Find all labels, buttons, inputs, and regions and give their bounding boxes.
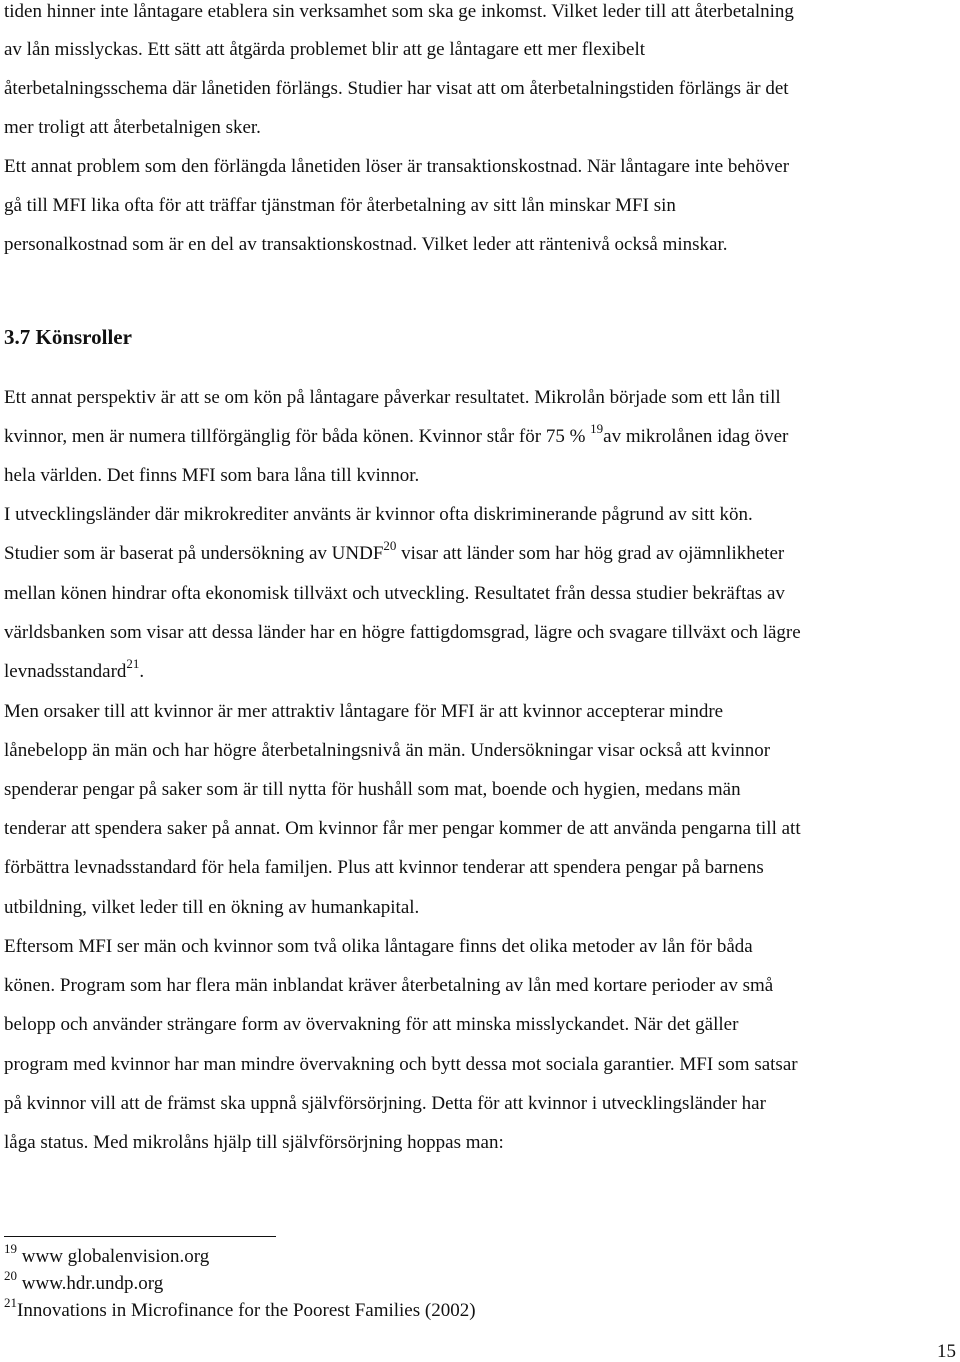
paragraph-line: mellan könen hindrar ofta ekonomisk tillväxt och utveckling. Resultatet från dessa studier bekräftas av bbox=[4, 583, 785, 604]
footnote-number: 19 bbox=[4, 1240, 17, 1256]
page-number: 15 bbox=[937, 1341, 956, 1362]
paragraph-line bbox=[4, 655, 145, 684]
paragraph-line: låga status. Med mikrolåns hjälp till självförsörjning hoppas man: bbox=[4, 1132, 504, 1153]
section-heading: 3.7 Könsroller bbox=[4, 325, 132, 349]
paragraph-line: Men orsaker till att kvinnor är mer attraktiv låntagare för MFI är att kvinnor accepterar mindre bbox=[4, 701, 724, 722]
footnote bbox=[4, 1294, 476, 1322]
line-text: av mikrolånen idag över bbox=[603, 426, 789, 447]
footnote-number: 20 bbox=[4, 1267, 17, 1283]
paragraph-line: av lån misslyckas. Ett sätt att åtgärda problemet blir att ge låntagare ett mer flexibelt bbox=[4, 39, 646, 60]
footnote-number: 21 bbox=[4, 1294, 17, 1310]
paragraph-line: könen. Program som har flera män inblandat kräver återbetalning av lån med kortare perioder av små bbox=[4, 975, 774, 996]
paragraph-line: personalkostnad som är en del av transaktionskostnad. Vilket leder att räntenivå också minskar. bbox=[4, 234, 728, 255]
paragraph-line: tiden hinner inte låntagare etablera sin verksamhet som ska ge inkomst. Vilket leder till att återbetalning bbox=[4, 1, 794, 22]
line-text: levnadsstandard bbox=[4, 661, 127, 682]
paragraph-line: mer troligt att återbetalnigen sker. bbox=[4, 117, 261, 138]
footnote bbox=[4, 1267, 164, 1295]
paragraph-line: förbättra levnadsstandard för hela familjen. Plus att kvinnor tenderar att spendera pengar på barnens bbox=[4, 857, 764, 878]
paragraph-line: Ett annat problem som den förlängda lånetiden löser är transaktionskostnad. När låntagare inte behöver bbox=[4, 156, 790, 177]
paragraph-line: på kvinnor vill att de främst ska uppnå självförsörjning. Detta för att kvinnor i utvecklingsländer har bbox=[4, 1093, 766, 1114]
paragraph-line: tenderar att spendera saker på annat. Om kvinnor får mer pengar kommer de att använda pengarna till att bbox=[4, 818, 801, 839]
paragraph-line: gå till MFI lika ofta för att träffar tjänstman för återbetalning av sitt lån minskar MFI sin bbox=[4, 195, 676, 216]
line-text: kvinnor, men är numera tillförgänglig för båda könen. Kvinnor står för 75 % bbox=[4, 426, 586, 447]
line-text: Studier som är baserat på undersökning av UNDF bbox=[4, 543, 384, 564]
footnote-text: www globalenvision.org bbox=[21, 1246, 210, 1267]
paragraph-line: återbetalningsschema där lånetiden förlängs. Studier har visat att om återbetalningstiden förlängs är det bbox=[4, 78, 789, 99]
footnote-divider bbox=[4, 1236, 276, 1237]
footnote bbox=[4, 1240, 210, 1268]
line-text: . bbox=[139, 661, 145, 682]
line-text: visar att länder som har hög grad av ojämnlikheter bbox=[401, 543, 785, 564]
footnote-ref: 19 bbox=[590, 420, 604, 436]
paragraph-line: hela världen. Det finns MFI som bara låna till kvinnor. bbox=[4, 465, 420, 486]
paragraph-line: Eftersom MFI ser män och kvinnor som två olika låntagare finns det olika metoder av lån för båda bbox=[4, 936, 753, 957]
paragraph-line: utbildning, vilket leder till en ökning av humankapital. bbox=[4, 897, 420, 918]
footnote-text: www.hdr.undp.org bbox=[21, 1273, 164, 1294]
paragraph-line bbox=[4, 537, 785, 566]
paragraph-line: spenderar pengar på saker som är till nytta för hushåll som mat, boende och hygien, medans män bbox=[4, 779, 741, 800]
footnote-text: Innovations in Microfinance for the Poorest Families (2002) bbox=[17, 1300, 476, 1321]
paragraph-line: belopp och använder strängare form av övervakning för att minska misslyckandet. När det gäller bbox=[4, 1014, 739, 1035]
paragraph-line bbox=[4, 420, 789, 449]
paragraph-line: I utvecklingsländer där mikrokrediter använts är kvinnor ofta diskriminerande pågrund av sitt kön. bbox=[4, 504, 753, 525]
footnote-ref: 20 bbox=[383, 537, 397, 553]
paragraph-line: världsbanken som visar att dessa länder har en högre fattigdomsgrad, lägre och svagare tillväxt och lägre bbox=[4, 622, 801, 643]
paragraph-line: Ett annat perspektiv är att se om kön på låntagare påverkar resultatet. Mikrolån började som ett lån till bbox=[4, 387, 781, 408]
paragraph-line: program med kvinnor har man mindre övervakning och bytt dessa mot sociala garantier. MFI som satsar bbox=[4, 1054, 798, 1075]
footnote-ref: 21 bbox=[126, 655, 140, 671]
paragraph-line: lånebelopp än män och har högre återbetalningsnivå än män. Undersökningar visar också att kvinnor bbox=[4, 740, 771, 761]
